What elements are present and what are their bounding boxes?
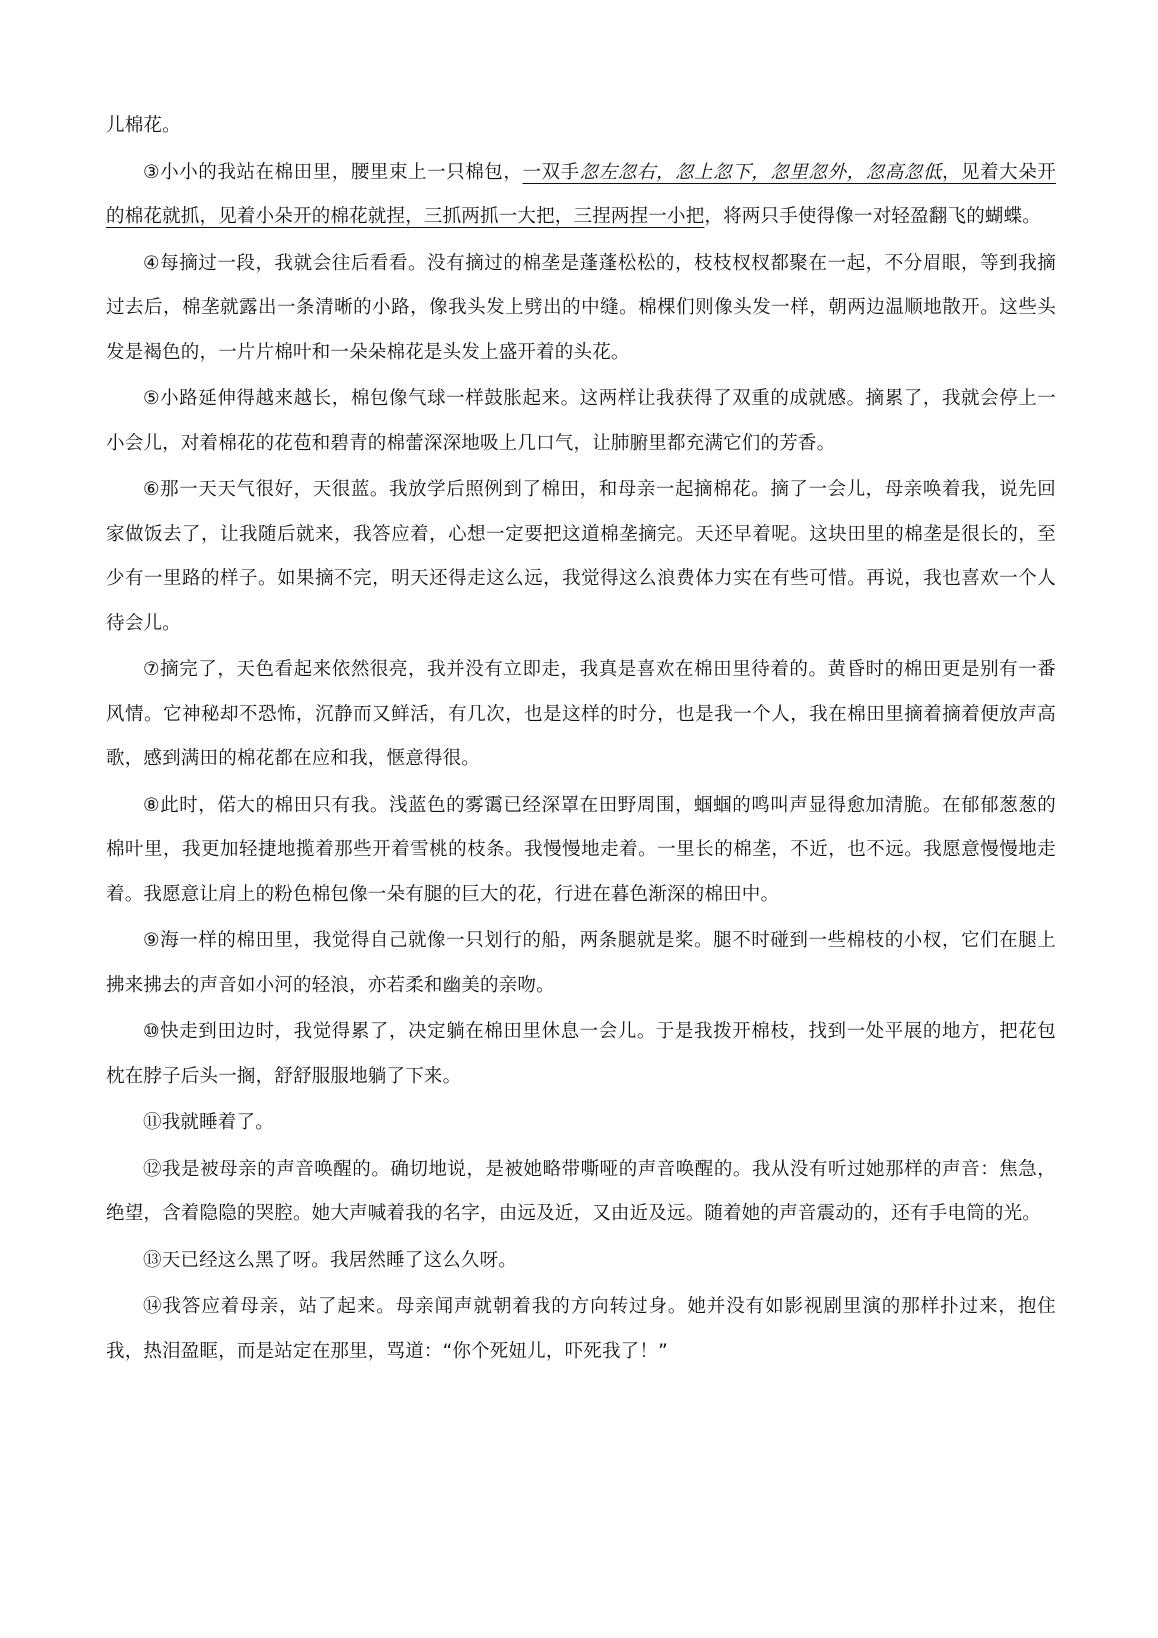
underlined-italic-part: 忽左忽右，忽上忽下，忽里忽外，忽高忽低	[579, 161, 942, 183]
paragraph-5: ⑤小路延伸得越来越长，棉包像气球一样鼓胀起来。这两样让我获得了双重的成就感。摘累了，我就会停上一小会儿，对着棉花的花苞和碧青的棉蕾深深地吸上几口气，让肺腑里都充满它们的芳香。	[106, 388, 1056, 454]
paragraph-7: ⑦摘完了，天色看起来依然很亮，我并没有立即走，我真是喜欢在棉田里待着的。黄昏时的棉田更是别有一番风情。它神秘却不恐怖，沉静而又鲜活，有几次，也是这样的时分，也是我一个人，我在棉田里摘着摘着便放声高歌，感到满田的棉花都在应和我，惬意得很。	[106, 659, 1056, 769]
paragraph-3-lead: ③小小的我站在棉田里，腰里束上一只棉包，	[143, 161, 523, 183]
paragraph-continuation: 儿棉花。	[106, 115, 181, 136]
underlined-part-a: 一双手	[522, 161, 580, 183]
paragraph-9: ⑨海一样的棉田里，我觉得自己就像一只划行的船，两条腿就是桨。腿不时碰到一些棉枝的小杈，它们在腿上拂来拂去的声音如小河的轻浪，亦若柔和幽美的亲吻。	[106, 930, 1056, 996]
paragraph-12: ⑫我是被母亲的声音唤醒的。确切地说，是被她略带嘶哑的声音唤醒的。我从没有听过她那样的声音：焦急，绝望，含着隐隐的哭腔。她大声喊着我的名字，由远及近，又由近及远。随着她的声音震动的，还有手电筒的光。	[106, 1158, 1056, 1224]
paragraph-3-tail: ，将两只手使得像一对轻盈翻飞的蝴蝶。	[704, 206, 1042, 227]
paragraph-14: ⑭我答应着母亲，站了起来。母亲闻声就朝着我的方向转过身。她并没有如影视剧里演的那样扑过来，抱住我，热泪盈眶，而是站定在那里，骂道：“你个死妞儿，吓死我了！”	[106, 1296, 1056, 1362]
paragraph-6: ⑥那一天天气很好，天很蓝。我放学后照例到了棉田，和母亲一起摘棉花。摘了一会儿，母亲唤着我，说先回家做饭去了，让我随后就来，我答应着，心想一定要把这道棉垄摘完。天还早着呢。这块田里的棉垄是很长的，至少有一里路的样子。如果摘不完，明天还得走这么远，我觉得这么浪费体力实在有些可惜。再说，我也喜欢一个人待会儿。	[106, 479, 1056, 634]
paragraph-10: ⑩快走到田边时，我觉得累了，决定躺在棉田里休息一会儿。于是我拨开棉枝，找到一处平展的地方，把花包枕在脖子后头一搁，舒舒服服地躺了下来。	[106, 1021, 1056, 1087]
paragraph-4: ④每摘过一段，我就会往后看看。没有摘过的棉垄是蓬蓬松松的，枝枝杈杈都聚在一起，不分眉眼，等到我摘过去后，棉垄就露出一条清晰的小路，像我头发上劈出的中缝。棉棵们则像头发一样，朝两边温顺地散开。这些头发是褐色的，一片片棉叶和一朵朵棉花是头发上盛开着的头花。	[106, 252, 1056, 363]
paragraph-13: ⑬天已经这么黑了呀。我居然睡了这么久呀。	[143, 1249, 518, 1271]
paragraph-3	[106, 151, 1056, 240]
article-body	[106, 104, 1056, 1374]
paragraph-8: ⑧此时，偌大的棉田只有我。浅蓝色的雾霭已经深罩在田野周围，蝈蝈的鸣叫声显得愈加清脆。在郁郁葱葱的棉叶里，我更加轻捷地揽着那些开着雪桃的枝条。我慢慢地走着。一里长的棉垄，不近，也不远。我愿意慢慢地走着。我愿意让肩上的粉色棉包像一朵有腿的巨大的花，行进在暮色渐深的棉田中。	[106, 794, 1056, 905]
underlined-part-b: ，见着大朵开的棉花就抓，见着小朵开的棉花就捏，三抓两抓一大把，三捏两捏一小把	[106, 161, 1057, 227]
paragraph-11: ⑪我就睡着了。	[143, 1112, 274, 1133]
